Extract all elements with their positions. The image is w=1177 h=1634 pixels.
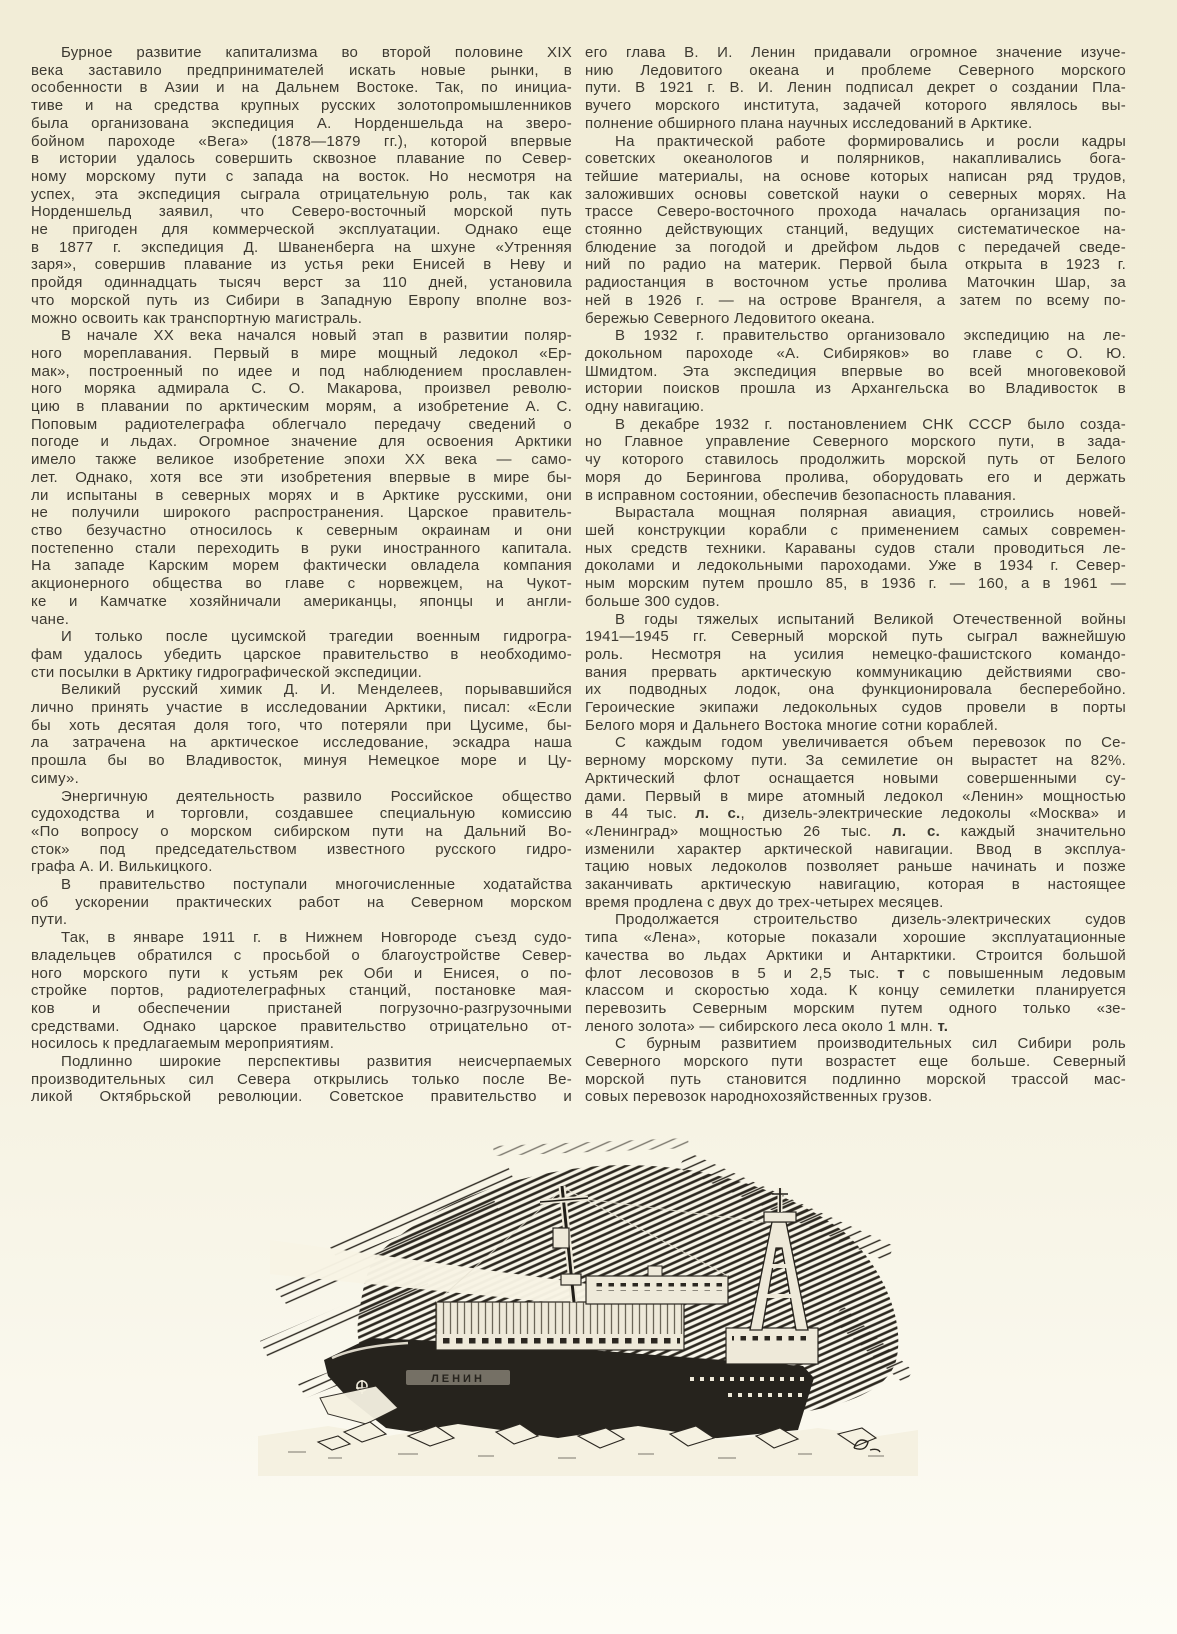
text-line: сток» под председательством известного русского гидро-: [31, 840, 572, 858]
text-line: флот лесовозов в 5 и 2,5 тыс. т с повышенным ледовым: [585, 964, 1126, 982]
text-column-left: [31, 44, 572, 1106]
text-line: трассе Северо-восточного прохода началась организация по-: [585, 203, 1126, 221]
text-line: Бурное развитие капитализма во второй половине XIX: [61, 44, 572, 61]
text-line: но Главное управление Северного морского пути, в зада-: [585, 433, 1126, 451]
text-line: бережью Северного Ледовитого океана.: [585, 309, 876, 327]
text-line: Арктический флот оснащается новыми совершенными су-: [585, 769, 1126, 787]
text-line: ных средств техники. Караваны судов стали проводиться ле-: [585, 539, 1126, 557]
text-column-right: [585, 44, 1126, 1106]
text-line: истории поисков прошла из Архангельска во Владивосток в: [585, 380, 1126, 398]
text-line: С бурным развитием производительных сил Сибири роль: [615, 1035, 1126, 1053]
text-line: ство безучастно относилось к северным окраинам и они: [31, 521, 572, 539]
text-line: нию Ледовитого океана и проблеме Северного морского: [585, 61, 1126, 79]
text-line: средствами. Однако царское правительство отрицательно от-: [31, 1017, 572, 1035]
text-line: С каждым годом увеличивается объем перевозок по Се-: [615, 734, 1126, 752]
text-line: шей конструкции корабли с применением самых современ-: [585, 521, 1126, 539]
text-line: заложивших основы советской науки о северных морях. На: [585, 185, 1126, 203]
article-body: [31, 44, 1126, 1106]
text-line: Подлинно широкие перспективы развития неисчерпаемых: [61, 1053, 572, 1071]
text-line: Северного морского пути возрастет еще больше. Северный: [585, 1053, 1126, 1071]
text-line: качества во льдах Арктики и Антарктики. Строится большой: [585, 946, 1126, 964]
text-line: в 44 тыс. л. с., дизель-электрические ледоколы «Москва» и: [585, 805, 1126, 823]
text-line: совых перевозок народнохозяйственных грузов.: [585, 1088, 933, 1106]
text-line: вучего морского института, задачей которого являлось вы-: [585, 97, 1126, 115]
text-line: ному морскому пути с запада на восток. Но несмотря на: [31, 167, 572, 185]
text-line: пути. В 1921 г. В. И. Ленин подписал декрет о создании Пла-: [585, 79, 1126, 97]
paragraph: [31, 788, 572, 877]
text-line: не пригоден для коммерческой эксплуатации. Однако еще: [31, 221, 572, 239]
text-line: века заставило предпринимателей искать новые рынки, в: [31, 61, 572, 79]
text-line: вания прервать арктическую коммуникацию действиями сво-: [585, 663, 1126, 681]
text-line: графа А. И. Вилькицкого.: [31, 858, 213, 876]
text-line: радиостанция в восточном устье пролива Маточкин Шар, за: [585, 274, 1126, 292]
text-line: об ускорении практических работ на Северном морском: [31, 893, 572, 911]
text-line: фам удалось убедить царское правительство в необходимо-: [31, 645, 572, 663]
text-line: блюдение за погодой и дрейфом льдов с передачей сведе-: [585, 238, 1126, 256]
text-line: Героические экипажи ледокольных судов провели в порты: [585, 699, 1126, 717]
text-line: Великий русский химик Д. И. Менделеев, порывавшийся: [61, 681, 572, 699]
ship-name-label: ЛЕНИН: [431, 1373, 485, 1385]
text-line: В декабре 1932 г. постановлением СНК СССР было созда-: [615, 415, 1126, 433]
paragraph: [31, 876, 572, 929]
text-line: В 1932 г. правительство организовало экспедицию на ле-: [615, 327, 1126, 345]
text-line: не получили широкого распространения. Царское правитель-: [31, 504, 572, 522]
text-line: их подводных лодок, она функционировала бесперебойно.: [585, 681, 1126, 699]
text-line: его глава В. И. Ленин придавали огромное значение изуче-: [585, 44, 1126, 61]
text-line: чу которого ставилось продолжить морской путь от Белого: [585, 451, 1126, 469]
text-line: сти посылки в Арктику гидрографической экспедиции.: [31, 663, 422, 681]
text-line: судоходства и торговли, создавшее специальную комиссию: [31, 805, 572, 823]
text-line: Продолжается строительство дизель-электрических судов: [615, 911, 1126, 929]
text-line: стройке портов, радиотелеграфных станций, постановке мая-: [31, 982, 572, 1000]
paragraph: [585, 611, 1126, 735]
text-line: симу».: [31, 769, 80, 787]
paragraph: [31, 628, 572, 681]
paragraph: [31, 44, 572, 327]
icebreaker-drawing: [258, 1136, 918, 1476]
text-line: время продлена с двух до трех-четырех месяцев.: [585, 893, 944, 911]
text-line: была организована экспедиция А. Норденшельда на зверо-: [31, 114, 572, 132]
icebreaker-illustration: [258, 1136, 918, 1476]
text-line: морской путь становится подлинно морской трассой мас-: [585, 1070, 1126, 1088]
text-line: Энергичную деятельность развило Российское общество: [61, 787, 572, 805]
text-line: «Ленинград» мощностью 26 тыс. л. с. каждый значительно: [585, 822, 1127, 840]
text-line: доколами и ледокольными пароходами. Уже в 1934 г. Север-: [585, 557, 1126, 575]
text-line: лично принять участие в исследовании Арктики, писал: «Если: [31, 699, 572, 717]
text-line: что морской путь из Сибири в Западную Европу вполне воз-: [31, 291, 572, 309]
text-line: ней в 1926 г. — на острове Врангеля, а затем по всему по-: [585, 291, 1126, 309]
text-line: погоде и льдах. Огромное значение для освоения Арктики: [31, 433, 572, 451]
text-line: На практической работе формировались и росли кадры: [615, 132, 1126, 150]
text-line: мак», построенный по идее и под наблюдением прославлен-: [31, 362, 572, 380]
paragraph: [585, 734, 1126, 911]
text-line: роль. Несмотря на усилия немецко-фашистского командо-: [585, 645, 1126, 663]
text-line: больше 300 судов.: [585, 592, 720, 610]
text-line: производительных сил Севера открылись только после Ве-: [31, 1070, 572, 1088]
text-line: Норденшельд заявил, что Северо-восточный морской путь: [31, 203, 572, 221]
paragraph: [31, 929, 572, 1053]
text-line: прошла бы во Владивосток, минуя Немецкое море и Цу-: [31, 752, 572, 770]
paragraph: [31, 327, 572, 628]
text-line: докольном пароходе «А. Сибиряков» во главе с О. Ю.: [585, 344, 1126, 362]
text-line: ного мореплавания. Первый в мире мощный ледокол «Ер-: [31, 344, 572, 362]
text-line: ного моряка адмирала С. О. Макарова, произвел револю-: [31, 380, 572, 398]
text-line: можно освоить как транспортную магистраль.: [31, 309, 363, 327]
text-line: особенности в Азии и на Дальнем Востоке. Так, по инициа-: [31, 79, 572, 97]
text-line: советских океанологов и полярников, накапливались бога-: [585, 150, 1126, 168]
paragraph: [585, 44, 1126, 133]
text-line: моря до Берингова пролива, оборудовать его и держать: [585, 468, 1126, 486]
text-line: перевозить Северным морским путем одного только «зе-: [585, 999, 1126, 1017]
paragraph: [585, 327, 1126, 416]
text-line: тиве и на средства крупных русских золотопромышленников: [31, 97, 572, 115]
text-line: имело также великое изобретение эпохи XX века — само-: [31, 451, 572, 469]
text-line: Белого моря и Дальнего Востока многие сотни кораблей.: [585, 716, 999, 734]
text-line: На западе Карским морем фактически овладела компания: [31, 557, 572, 575]
text-line: Вырастала мощная полярная авиация, строились новей-: [615, 504, 1126, 522]
paragraph: [585, 504, 1126, 610]
text-line: ла затрачена на арктическое исследование, эскадра наша: [31, 734, 572, 752]
paragraph: [585, 1035, 1126, 1106]
paragraph: [585, 911, 1126, 1035]
text-line: бойном пароходе «Вега» (1878—1879 гг.), которой впервые: [31, 132, 572, 150]
text-line: владельцев обратился с просьбой о благоустройстве Север-: [31, 946, 572, 964]
text-line: И только после цусимской трагедии военным гидрогра-: [61, 628, 572, 646]
text-line: леного золота» — сибирского леса около 1 млн. т.: [585, 1017, 949, 1035]
text-line: дами. Первый в мире атомный ледокол «Ленин» мощностью: [585, 787, 1126, 805]
text-line: тейшие материалы, на основе которых написан ряд трудов,: [585, 167, 1126, 185]
text-line: постепенно стали переходить в руки иностранного капитала.: [31, 539, 572, 557]
text-line: носилось к предлагаемым мероприятиям.: [31, 1035, 335, 1053]
text-line: Так, в январе 1911 г. в Нижнем Новгороде съезд судо-: [61, 929, 572, 947]
text-line: в истории удалось совершить сквозное плавание по Север-: [31, 150, 572, 168]
text-line: классом и скоростью хода. К концу семилетки планируется: [585, 982, 1126, 1000]
text-line: В годы тяжелых испытаний Великой Отечественной войны: [615, 610, 1126, 628]
text-line: «По вопросу о морском сибирском пути на Дальний Во-: [31, 822, 572, 840]
text-line: ли испытаны в северных морях и в Арктике русскими, они: [31, 486, 572, 504]
text-line: ного морского пути к устьям рек Оби и Енисея, о по-: [31, 964, 572, 982]
text-line: изменили характер арктической навигации. Ввод в эксплуа-: [585, 840, 1126, 858]
paragraph: [31, 681, 572, 787]
text-line: заканчивать арктическую навигацию, которая в настоящее: [585, 876, 1126, 894]
text-line: 1941—1945 гг. Северный морской путь сыграл важнейшую: [585, 628, 1126, 646]
paragraph: [585, 133, 1126, 328]
text-line: В правительство поступали многочисленные ходатайства: [61, 876, 572, 894]
text-line: Шмидтом. Эта экспедиция впервые во всей многовековой: [585, 362, 1126, 380]
text-line: типа «Лена», которые показали хорошие эксплуатационные: [585, 929, 1126, 947]
text-line: в 1877 г. экспедиция Д. Шваненберга на шхуне «Утренняя: [31, 238, 572, 256]
text-line: лет. Однако, хотя все эти изобретения впервые в мире бы-: [31, 468, 572, 486]
text-line: В начале XX века начался новый этап в развитии поляр-: [61, 327, 572, 345]
text-line: ным морским путем прошло 85, в 1936 г. — 160, а в 1961 —: [585, 575, 1126, 593]
paragraph: [31, 1053, 572, 1106]
text-line: тацию новых ледоколов позволяет раньше начинать и позже: [585, 858, 1126, 876]
text-line: одну навигацию.: [585, 398, 705, 416]
text-line: успех, эта экспедиция сыграла отрицательную роль, так как: [31, 185, 572, 203]
text-line: бы хоть десятая доля того, что потеряли при Цусиме, бы-: [31, 716, 572, 734]
text-line: стоянно действующих станций, ведущих систематическое на-: [585, 221, 1126, 239]
text-line: ний по радио на материк. Первой была открыта в 1923 г.: [585, 256, 1126, 274]
text-line: в исправном состоянии, обеспечив безопасность плавания.: [585, 486, 1017, 504]
text-line: ков и обеспечении пристаней погрузочно-разгрузочными: [31, 999, 572, 1017]
text-line: Поповым радиотелеграфа облегчало передачу сведений о: [31, 415, 572, 433]
text-line: пройдя одиннадцать тысяч верст за 110 дней, установила: [31, 274, 572, 292]
text-line: полнение обширного плана научных исследований в Арктике.: [585, 114, 1033, 132]
text-line: заря», совершив плавание из устья реки Енисей в Неву и: [31, 256, 572, 274]
text-line: цию в плавании по арктическим морям, а изобретение А. С.: [31, 398, 572, 416]
text-line: ке и Камчатке хозяйничали американцы, японцы и англи-: [31, 592, 572, 610]
text-line: чане.: [31, 610, 70, 628]
text-line: верному морскому пути. За семилетие он вырастет на 82%.: [585, 752, 1126, 770]
text-line: ликой Октябрьской революции. Советское правительство и: [31, 1088, 572, 1106]
paragraph: [585, 416, 1126, 505]
text-line: пути.: [31, 911, 68, 929]
text-line: акционерного общества во главе с норвежцем, на Чукот-: [31, 575, 572, 593]
